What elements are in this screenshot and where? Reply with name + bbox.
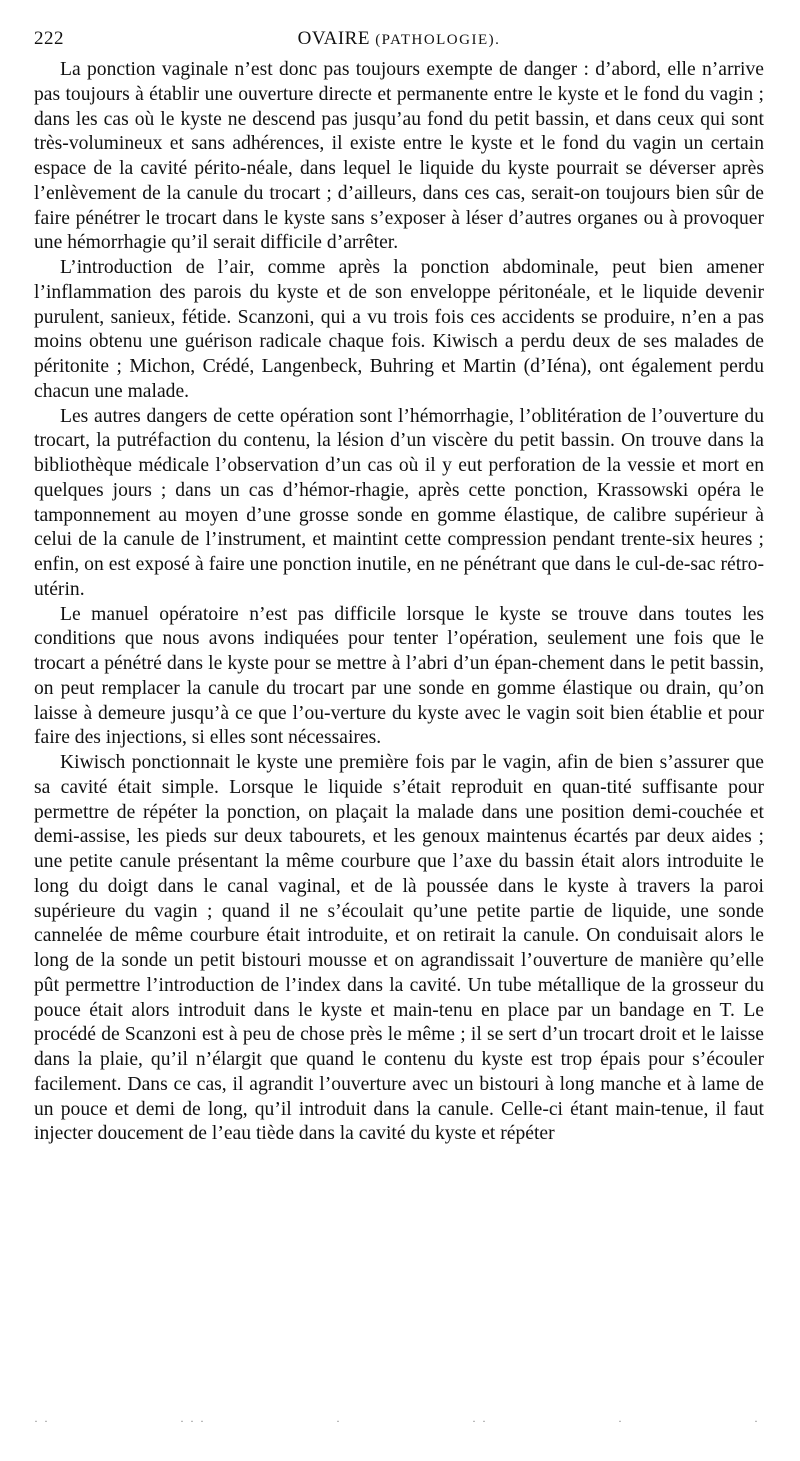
page-number: 222 bbox=[34, 28, 64, 49]
scan-speck: · bbox=[754, 1414, 764, 1428]
paragraph: Les autres dangers de cette opération sont l’hémorrhagie, l’oblitération de l’ouverture du trocart, la putréfaction du contenu, la lésion d’un viscère du petit bassin. On trouve dans la bibliothèque médicale l’observation d’un cas où il y eut perforation de la vessie et mort en quelques jours ; dans un cas d’hémor-rhagie, après cette ponction, Krassowski opéra le tamponnement au moyen d’une grosse sonde en gomme élastique, de calibre supérieur à celui de la canule de l’instrument, et maintint cette compression pendant trente-six heures ; enfin, on est exposé à faire une ponction inutile, en ne pénétrant que dans le cul-de-sac rétro-utérin. bbox=[34, 405, 764, 600]
scan-speck: ··· bbox=[180, 1414, 210, 1428]
scan-speck: · bbox=[618, 1414, 628, 1428]
scan-speck: · bbox=[336, 1414, 346, 1428]
paragraph: L’introduction de l’air, comme après la ponction abdominale, peut bien amener l’inflammation des parois du kyste et de son enveloppe péritonéale, et le liquide devenir purulent, sanieux, fétide. Scanzoni, qui a vu trois fois ces accidents se produire, n’en a pas moins obtenu une guérison radicale chaque fois. Kiwisch a perdu deux de ses malades de péritonite ; Michon, Crédé, Langenbeck, Buhring et Martin (d’Iéna), ont également perdu chacun une malade. bbox=[34, 257, 764, 402]
body-text bbox=[34, 58, 764, 1147]
paragraph: La ponction vaginale n’est donc pas toujours exempte de danger : d’abord, elle n’arrive pas toujours à établir une ouverture directe et permanente entre le kyste et le fond du vagin ; dans les cas où le kyste ne descend pas jusqu’au fond du petit bassin, et dans ceux qui sont très-volumineux et sans adhérences, il existe entre le kyste et le fond du vagin un certain espace de la cavité périto-néale, dans lequel le liquide du kyste pourrait se déverser après l’enlèvement de la canule du trocart ; d’ailleurs, dans ces cas, serait-on toujours bien sûr de faire pénétrer le trocart dans le kyste sans s’exposer à léser d’autres organes ou à provoquer une hémorrhagie qu’il serait difficile d’arrêter. bbox=[34, 59, 764, 254]
paragraph: Le manuel opératoire n’est pas difficile lorsque le kyste se trouve dans toutes les conditions que nous avons indiquées pour tenter l’opération, seulement une fois que le trocart a pénétré dans le kyste pour se mettre à l’abri d’un épan-chement dans le petit bassin, on peut remplacer la canule du trocart par une sonde en gomme élastique ou drain, qu’on laisse à demeure jusqu’à ce que l’ou-verture du kyste avec le vagin soit bien établie et pour faire des injections, si elles sont nécessaires. bbox=[34, 603, 764, 749]
scan-speck: ·· bbox=[472, 1414, 492, 1428]
scan-footer-noise bbox=[34, 1414, 764, 1428]
paragraph: Kiwisch ponctionnait le kyste une première fois par le vagin, afin de bien s’assurer que sa cavité était simple. Lorsque le liquide s’était reproduit en quan-tité suffisante pour permettre de répéter la ponction, on plaçait la malade dans une position demi-couchée et demi-assise, les pieds sur deux tabourets, et les genoux maintenus écartés par deux aides ; une petite canule présentant la même courbure que l’axe du bassin était alors introduite le long du doigt dans le canal vaginal, et de là poussée dans le kyste à travers la paroi supérieure du vagin ; quand il ne s’écoulait qu’une petite partie de liquide, une sonde cannelée de même courbure était introduite, et on retirait la canule. On conduisait alors le long de la sonde un petit bistouri mousse et on agrandissait l’ouverture de manière qu’elle pût permettre l’introduction de l’index dans la cavité. Un tube métallique de la grosseur du pouce était alors introduit dans le kyste et main-tenu en place par un bandage en T. Le procédé de Scanzoni est à peu de chose près le même ; il se sert d’un trocart droit et le laisse dans la plaie, qu’il n’élargit que quand le contenu du kyste est trop épais pour s’écouler facilement. Dans ce cas, il agrandit l’ouverture avec un bistouri à long manche et à lame de un pouce et demi de long, qu’il introduit dans la canule. Celle-ci étant main-tenue, il faut injecter doucement de l’eau tiède dans la cavité du kyste et répéter bbox=[34, 752, 764, 1145]
running-title-main: OVAIRE bbox=[297, 28, 370, 49]
document-page bbox=[34, 28, 764, 1147]
running-title-subtitle: (PATHOLOGIE). bbox=[375, 32, 501, 48]
running-title bbox=[34, 28, 764, 50]
running-head bbox=[34, 28, 764, 56]
scan-speck: ·· bbox=[34, 1414, 54, 1428]
